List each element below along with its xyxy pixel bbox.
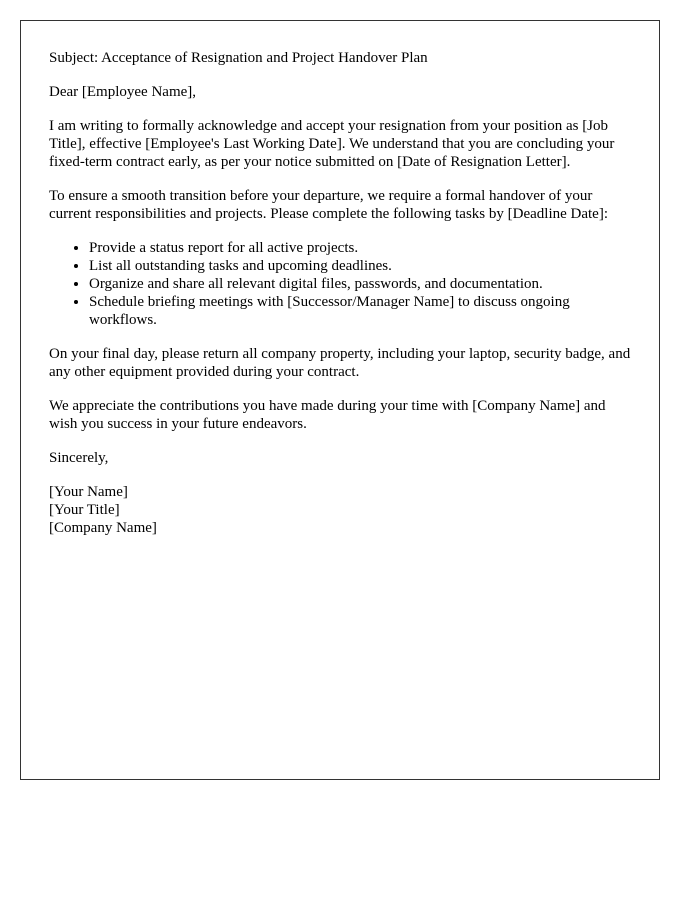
signature-company: [Company Name] (49, 520, 157, 536)
letter-greeting: Dear [Employee Name], (49, 84, 197, 100)
letter-paragraph-appreciation: We appreciate the contributions you have made during your time with [Company Name] and wish you success in your future endeavors. (49, 398, 606, 432)
list-item: • Organize and share all relevant digital files, passwords, and documentation. (89, 275, 631, 293)
letter-document (20, 20, 660, 780)
list-item: • Schedule briefing meetings with [Successor/Manager Name] to discuss ongoing workflows. (89, 293, 631, 329)
letter-paragraph-property-return: On your final day, please return all company property, including your laptop, security badge, and any other equipment provided during your contract. (49, 346, 631, 380)
handover-task-list (49, 239, 631, 329)
letter-subject: Subject: Acceptance of Resignation and Project Handover Plan (49, 50, 428, 66)
letter-paragraph-acknowledgement: I am writing to formally acknowledge and accept your resignation from your position as [Job Title], effective [Employee's Last Working Date]. We understand that you are concluding your fixed-term contract early, as per your notice submitted on [Date of Resignation Letter]. (49, 118, 615, 170)
signature-name: [Your Name] (49, 484, 128, 500)
signature-block (49, 483, 631, 537)
list-item: • List all outstanding tasks and upcoming deadlines. (89, 257, 631, 275)
signature-title: [Your Title] (49, 502, 120, 518)
list-item: • Provide a status report for all active projects. (89, 239, 631, 257)
letter-paragraph-handover: To ensure a smooth transition before your departure, we require a formal handover of your current responsibilities and projects. Please complete the following tasks by [Deadline Date]: (49, 188, 609, 222)
letter-closing: Sincerely, (49, 450, 109, 466)
